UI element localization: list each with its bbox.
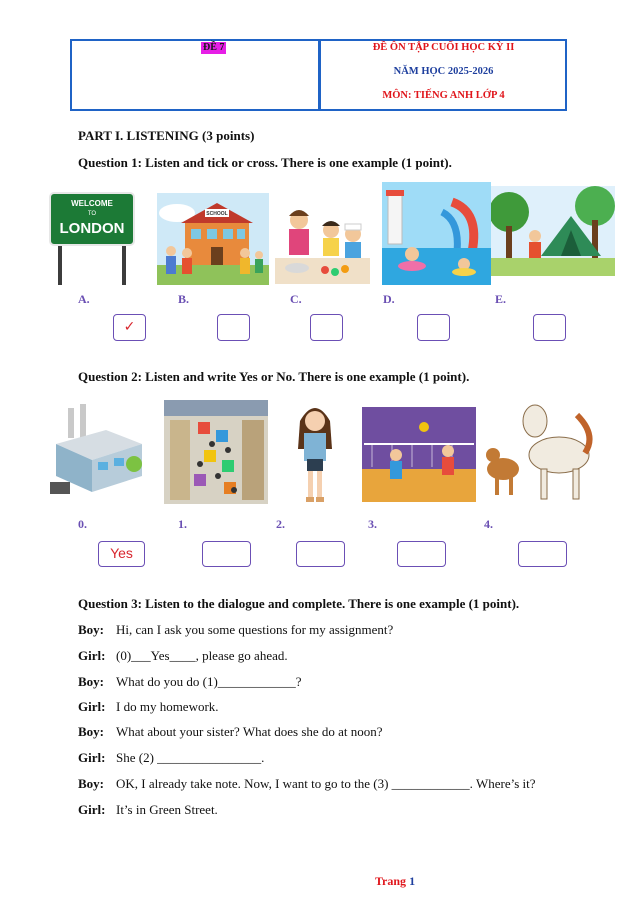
speaker: Girl: <box>78 648 106 663</box>
school-year: NĂM HỌC 2025-2026 <box>393 66 494 77</box>
page-number: 1 <box>409 874 416 888</box>
speaker: Girl: <box>78 802 106 817</box>
speaker: Girl: <box>78 750 106 765</box>
q2-answer-box-2[interactable] <box>296 541 345 567</box>
line-text: What about your sister? What does she do at noon? <box>116 724 383 739</box>
q1-label-a: A. <box>78 292 90 306</box>
sign-london: LONDON <box>59 220 125 237</box>
q2-label-3: 3. <box>368 517 377 531</box>
q1-label-e: E. <box>495 292 507 306</box>
cooking-image <box>275 196 370 284</box>
q3-title: Question 3: Listen to the dialogue and complete. There is one example (1 point). <box>78 596 520 611</box>
dialogue-line <box>78 724 383 740</box>
q1-label-d: D. <box>383 292 395 306</box>
q2-label-4: 4. <box>484 517 493 531</box>
dialogue-line <box>78 776 536 792</box>
q1-answer-box-b[interactable] <box>217 314 250 341</box>
q1-answer-box-e[interactable] <box>533 314 566 341</box>
exam-title: ĐỀ ÔN TẬP CUỐI HỌC KỲ II <box>372 42 515 53</box>
q2-label-2: 2. <box>276 517 285 531</box>
line-text: What do you do (1)____________? <box>116 674 302 689</box>
dialogue-line <box>78 802 218 818</box>
line-text: She (2) ________________. <box>116 750 265 765</box>
line-text: OK, I already take note. Now, I want to go to the (3) ____________. Where’s it? <box>116 776 536 791</box>
q1-answer-box-a: ✓ <box>113 314 146 341</box>
speaker: Boy: <box>78 724 104 739</box>
q1-answer-box-d[interactable] <box>417 314 450 341</box>
sign-to: TO <box>87 211 97 217</box>
factory-image <box>46 404 146 504</box>
dialogue-line <box>78 622 393 638</box>
q2-answer-box-3[interactable] <box>397 541 446 567</box>
q2-answer-box-4[interactable] <box>518 541 567 567</box>
q1-title: Question 1: Listen and tick or cross. There is one example (1 point). <box>78 155 452 170</box>
subject: MÔN: TIẾNG ANH LỚP 4 <box>382 90 505 101</box>
page-label: Trang <box>374 874 407 888</box>
q1-label-c: C. <box>290 292 302 306</box>
page-footer <box>0 874 640 889</box>
q2-label-1: 1. <box>178 517 187 531</box>
school-image <box>157 193 269 285</box>
line-text: I do my homework. <box>116 699 219 714</box>
speaker: Boy: <box>78 622 104 637</box>
volleyball-image <box>362 407 476 502</box>
crowded-market-image <box>164 400 268 504</box>
sign-welcome: WELCOME <box>71 199 113 208</box>
q2-answer-box-0: Yes <box>98 541 145 567</box>
water-park-image <box>382 182 491 285</box>
speaker: Boy: <box>78 674 104 689</box>
camping-image <box>491 186 615 276</box>
q2-title: Question 2: Listen and write Yes or No. There is one example (1 point). <box>78 369 470 384</box>
dialogue-line <box>78 699 219 715</box>
girl-image <box>290 397 340 507</box>
dialogue-line <box>78 750 264 766</box>
london-sign-image <box>48 190 138 285</box>
line-text: Hi, can I ask you some questions for my assignment? <box>116 622 394 637</box>
q1-label-b: B. <box>178 292 190 306</box>
school-sign-text: SCHOOL <box>206 211 228 217</box>
q2-label-0: 0. <box>78 517 87 531</box>
q2-answer-box-1[interactable] <box>202 541 251 567</box>
speaker: Girl: <box>78 699 106 714</box>
line-text: (0)___Yes____, please go ahead. <box>116 648 288 663</box>
part-title: PART I. LISTENING (3 points) <box>78 128 255 143</box>
horse-image <box>481 395 597 507</box>
exam-code: ĐỀ 7 <box>203 42 225 53</box>
dialogue-line <box>78 648 288 664</box>
speaker: Boy: <box>78 776 104 791</box>
dialogue-line <box>78 674 302 690</box>
line-text: It’s in Green Street. <box>116 802 218 817</box>
q1-answer-box-c[interactable] <box>310 314 343 341</box>
